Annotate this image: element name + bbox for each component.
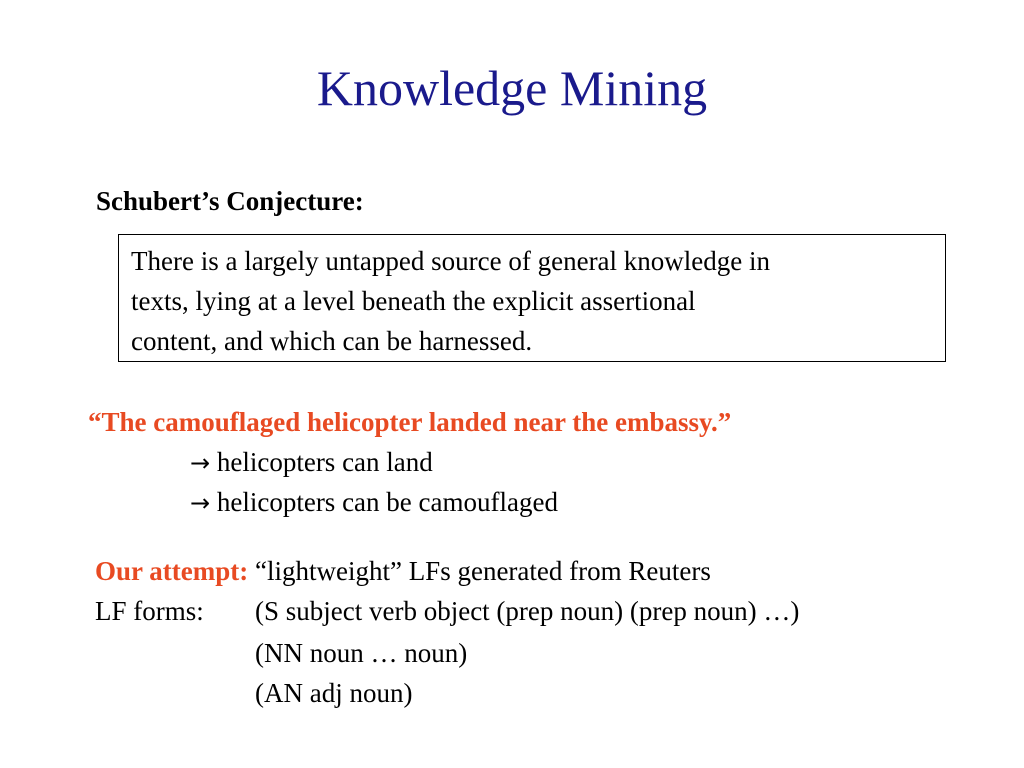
conjecture-line: There is a largely untapped source of general knowledge in [131, 246, 771, 276]
conjecture-line: texts, lying at a level beneath the explicit assertional [131, 286, 696, 316]
slide-title: Knowledge Mining [316, 60, 708, 116]
right-arrow-icon: → [190, 489, 211, 517]
conjecture-box [118, 234, 946, 362]
lf-forms-label: LF forms: [95, 596, 204, 626]
inference-item [190, 482, 558, 523]
lf-form: (AN adj noun) [255, 678, 413, 708]
attempt-text: “lightweight” LFs generated from Reuters [248, 556, 711, 586]
conjecture-heading: Schubert’s Conjecture: [96, 186, 364, 216]
inference-text: helicopters can land [210, 447, 433, 477]
lf-form: (NN noun … noun) [255, 638, 468, 668]
right-arrow-icon: → [190, 449, 211, 477]
example-sentence: “The camouflaged helicopter landed near the embassy.” [88, 407, 732, 437]
lf-form: (S subject verb object (prep noun) (prep noun) …) [255, 596, 800, 626]
conjecture-line: content, and which can be harnessed. [131, 326, 533, 356]
inference-item [190, 442, 433, 483]
attempt-line [95, 551, 711, 591]
attempt-label: Our attempt: [95, 556, 249, 586]
inference-text: helicopters can be camouflaged [210, 487, 558, 517]
